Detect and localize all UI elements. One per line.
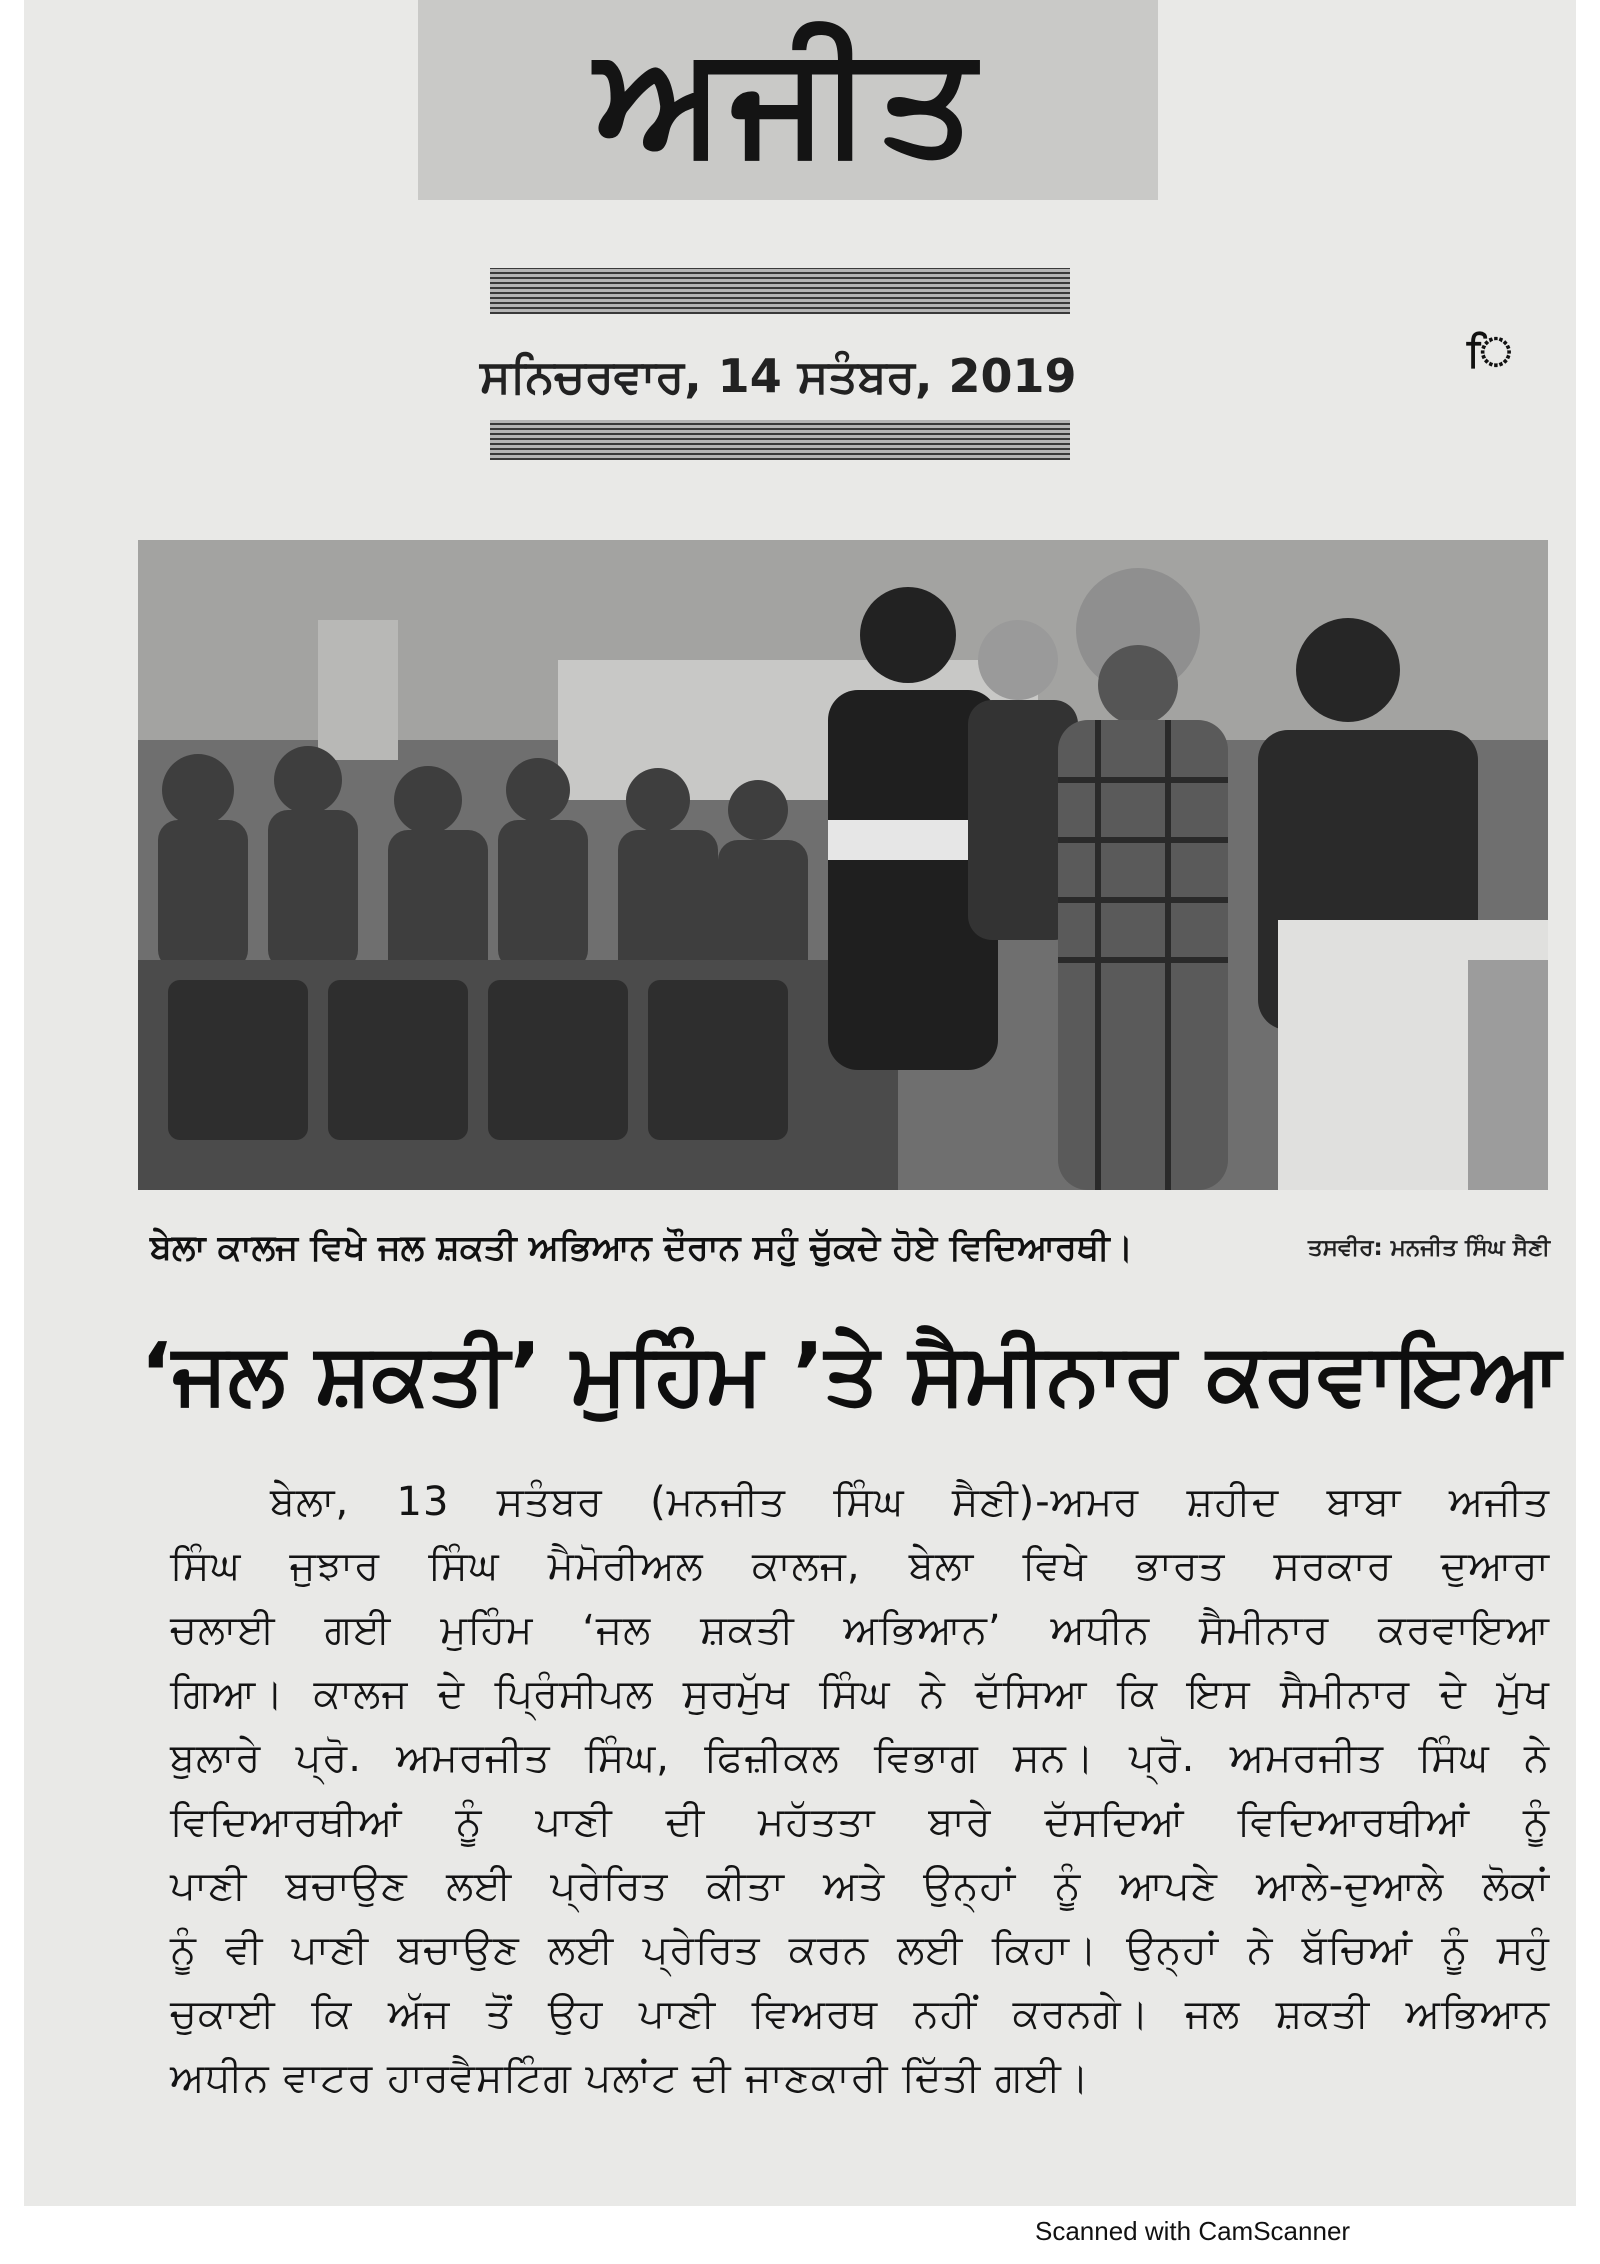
article-line: ਵਿਦਿਆਰਥੀਆਂ ਨੂੰ ਪਾਣੀ ਦੀ ਮਹੱਤਤਾ ਬਾਰੇ ਦੱਸਦਿਆਂ ਵਿਦਿਆਰਥੀਆਂ ਨੂੰ [170, 1799, 1550, 1845]
masthead [418, 0, 1158, 200]
article-line: ਚੁਕਾਈ ਕਿ ਅੱਜ ਤੋਂ ਉਹ ਪਾਣੀ ਵਿਅਰਥ ਨਹੀਂ ਕਰਨਗੇ। ਜਲ ਸ਼ਕਤੀ ਅਭਿਆਨ [170, 1991, 1550, 2037]
scanner-watermark: Scanned with CamScanner [1035, 2216, 1351, 2246]
article-line: ਗਿਆ। ਕਾਲਜ ਦੇ ਪ੍ਰਿੰਸੀਪਲ ਸੁਰਮੁੱਖ ਸਿੰਘ ਨੇ ਦੱਸਿਆ ਕਿ ਇਸ ਸੈਮੀਨਾਰ ਦੇ ਮੁੱਖ [170, 1671, 1550, 1717]
article-line: ਬੁਲਾਰੇ ਪ੍ਰੋ. ਅਮਰਜੀਤ ਸਿੰਘ, ਫਿਜ਼ੀਕਲ ਵਿਭਾਗ ਸਨ। ਪ੍ਰੋ. ਅਮਰਜੀਤ ਸਿੰਘ ਨੇ [170, 1735, 1550, 1781]
date-rule-bottom [490, 420, 1070, 460]
caption-text: ਬੇਲਾ ਕਾਲਜ ਵਿਖੇ ਜਲ ਸ਼ਕਤੀ ਅਭਿਆਨ ਦੌਰਾਨ ਸਹੁੰ ਚੁੱਕਦੇ ਹੋਏ ਵਿਦਿਆਰਥੀ। [150, 1228, 1134, 1268]
article-line: ਸਿੰਘ ਜੁਝਾਰ ਸਿੰਘ ਮੈਮੋਰੀਅਲ ਕਾਲਜ, ਬੇਲਾ ਵਿਖੇ ਭਾਰਤ ਸਰਕਾਰ ਦੁਆਰਾ [170, 1543, 1550, 1589]
article-body [170, 1470, 1550, 2110]
article-headline: ‘ਜਲ ਸ਼ਕਤੀ’ ਮੁਹਿੰਮ ’ਤੇ ਸੈਮੀਨਾਰ ਕਰਵਾਇਆ [140, 1325, 1561, 1424]
photo-caption [150, 1225, 1550, 1271]
dateline: ਸਨਿਚਰਵਾਰ, 14 ਸਤੰਬਰ, 2019 [480, 349, 1077, 403]
date-rule-top [490, 268, 1070, 314]
article-line: ਅਧੀਨ ਵਾਟਰ ਹਾਰਵੈਸਟਿੰਗ ਪਲਾਂਟ ਦੀ ਜਾਣਕਾਰੀ ਦਿੱਤੀ ਗਈ। [170, 2055, 1090, 2101]
article-line: ਬੇਲਾ, 13 ਸਤੰਬਰ (ਮਨਜੀਤ ਸਿੰਘ ਸੈਣੀ)-ਅਮਰ ਸ਼ਹੀਦ ਬਾਬਾ ਅਜੀਤ [270, 1479, 1550, 1525]
article-line: ਚਲਾਈ ਗਈ ਮੁਹਿੰਮ ‘ਜਲ ਸ਼ਕਤੀ ਅਭਿਆਨ’ ਅਧੀਨ ਸੈਮੀਨਾਰ ਕਰਵਾਇਆ [170, 1607, 1550, 1653]
margin-mark: ਿ [1467, 330, 1512, 376]
news-photo [138, 540, 1548, 1190]
article-line: ਪਾਣੀ ਬਚਾਉਣ ਲਈ ਪ੍ਰੇਰਿਤ ਕੀਤਾ ਅਤੇ ਉਨ੍ਹਾਂ ਨੂੰ ਆਪਣੇ ਆਲੇ-ਦੁਆਲੇ ਲੋਕਾਂ [170, 1863, 1550, 1909]
article-line: ਨੂੰ ਵੀ ਪਾਣੀ ਬਚਾਉਣ ਲਈ ਪ੍ਰੇਰਿਤ ਕਰਨ ਲਈ ਕਿਹਾ। ਉਨ੍ਹਾਂ ਨੇ ਬੱਚਿਆਂ ਨੂੰ ਸਹੁੰ [170, 1927, 1550, 1973]
photo-students-taking-pledge [138, 540, 1548, 1190]
photo-credit: ਤਸਵੀਰ: ਮਨਜੀਤ ਸਿੰਘ ਸੈਣੀ [1307, 1235, 1550, 1261]
newspaper-name: ਅਜੀਤ [594, 13, 982, 187]
